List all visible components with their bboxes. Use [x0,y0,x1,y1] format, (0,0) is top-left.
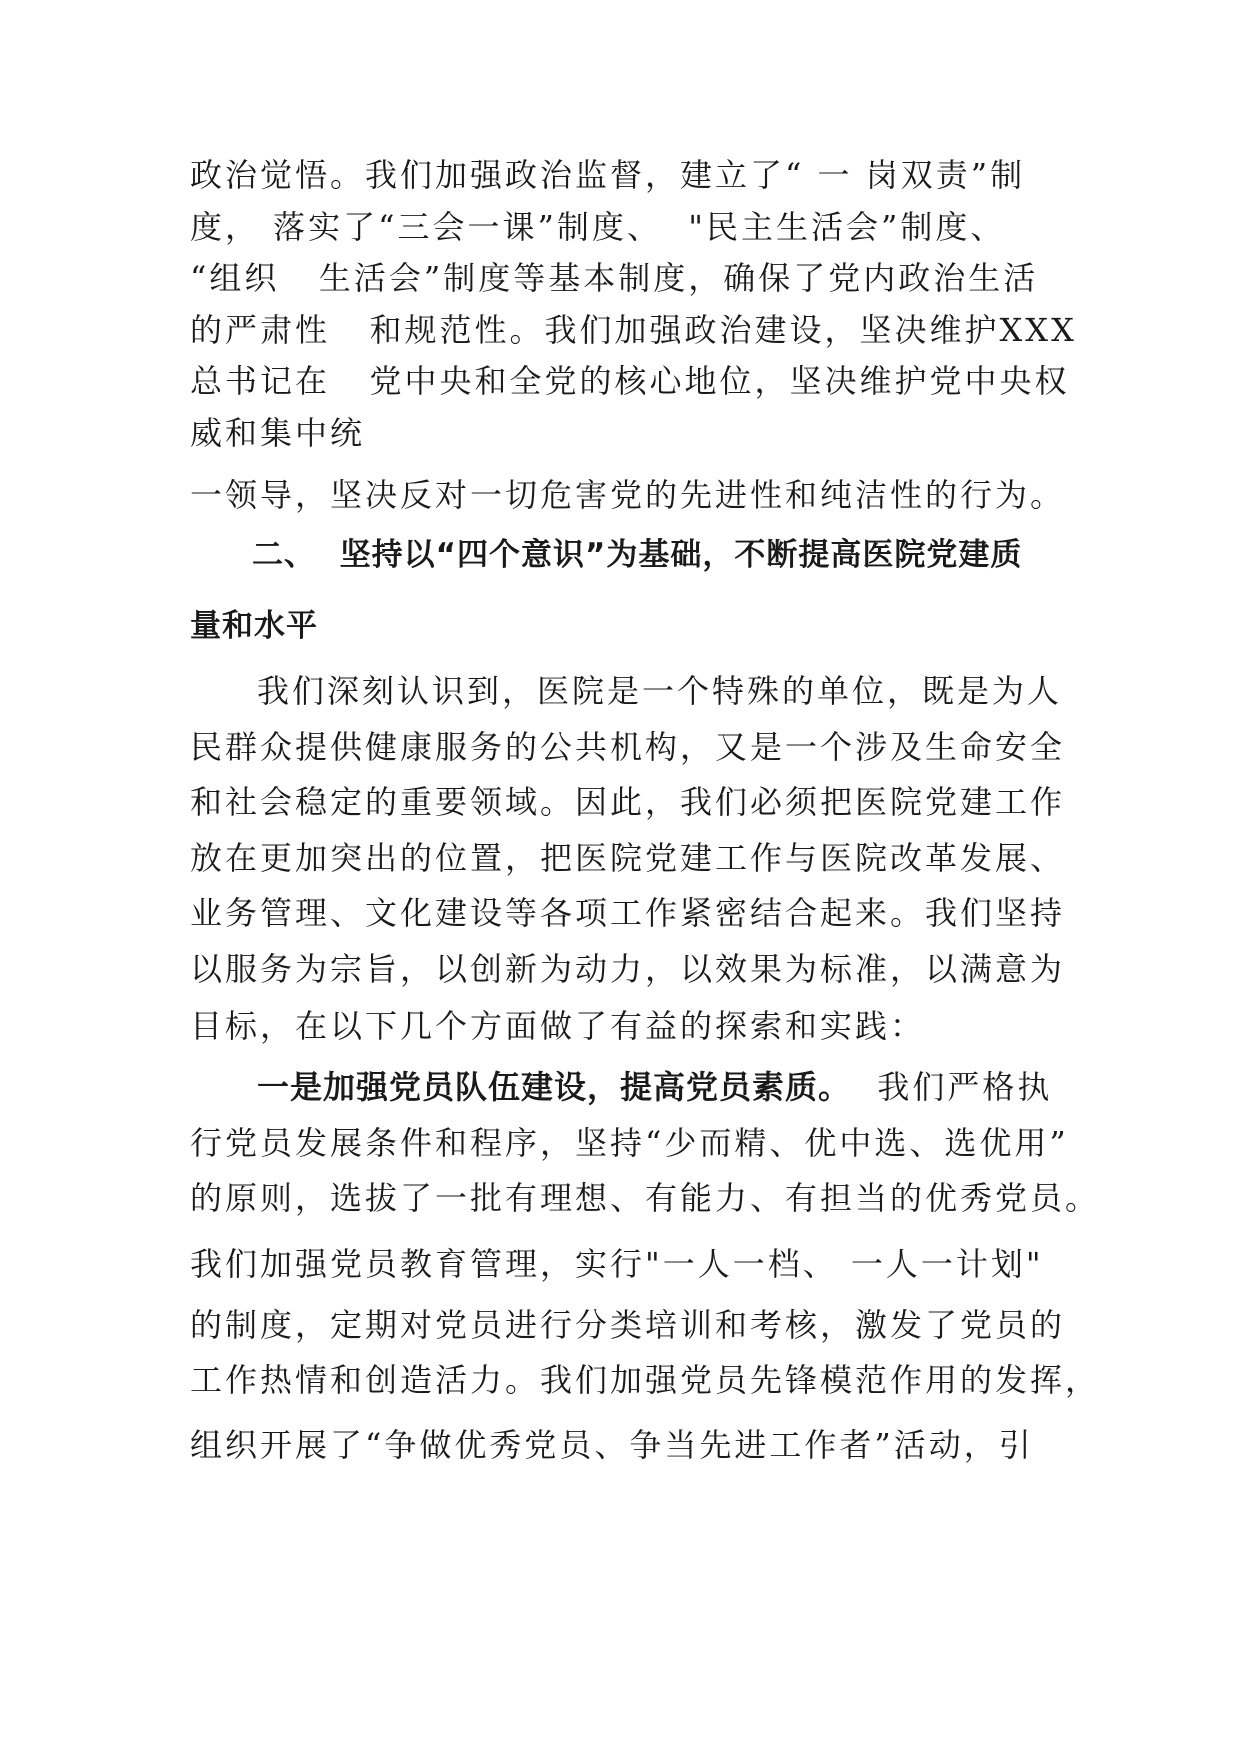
paragraph-line: 政治觉悟。我们加强政治监督，建立了“ 一 岗双责”制 [190,156,1026,194]
paragraph-line: 民群众提供健康服务的公共机构，又是一个涉及生命安全 [190,728,1066,766]
section-heading-line-1: 二、 坚持以“四个意识”为基础，不断提高医院党建质 [252,537,1023,573]
lead-item-heading: 一是加强党员队伍建设，提高党员素质。 [257,1068,852,1106]
paragraph-line: 的原则，选拔了一批有理想、有能力、有担当的优秀党员。 [190,1179,1101,1217]
paragraph-line: 的严肃性 和规范性。我们加强政治建设，坚决维护XXX [190,311,1077,349]
paragraph-line: 目标，在以下几个方面做了有益的探索和实践： [190,1007,926,1045]
paragraph-line: 业务管理、文化建设等各项工作紧密结合起来。我们坚持 [190,894,1066,932]
paragraph-line: 和社会稳定的重要领域。因此，我们必须把医院党建工作 [190,783,1066,821]
paragraph-line: 的制度，定期对党员进行分类培训和考核，激发了党员的 [190,1306,1066,1344]
paragraph-line: 度， 落实了“三会一课”制度、 "民主生活会”制度、 [190,208,1006,246]
paragraph-line: 威和集中统 [190,414,366,452]
paragraph-line: 一领导，坚决反对一切危害党的先进性和纯洁性的行为。 [190,476,1066,514]
lead-paragraph-line [257,1067,1052,1107]
paragraph-line: 以服务为宗旨，以创新为动力，以效果为标准，以满意为 [190,950,1066,988]
paragraph-line: 总书记在 党中央和全党的核心地位，坚决维护党中央权 [190,362,1070,400]
paragraph-line: 组织开展了“争做优秀党员、争当先进工作者”活动，引 [190,1426,1034,1464]
paragraph-line: 我们深刻认识到，医院是一个特殊的单位，既是为人 [257,672,1063,710]
paragraph-line: “组织 生活会”制度等基本制度，确保了党内政治生活 [190,259,1039,297]
paragraph-line: 工作热情和创造活力。我们加强党员先锋模范作用的发挥， [190,1361,1101,1399]
paragraph-line: 我们加强党员教育管理，实行"一人一档、 一人一计划" [190,1245,1044,1283]
paragraph-line: 放在更加突出的位置，把医院党建工作与医院改革发展、 [190,839,1066,877]
section-heading-line-2: 量和水平 [190,608,318,644]
paragraph-line: 行党员发展条件和程序，坚持“少而精、优中选、选优用” [190,1124,1069,1162]
lead-item-text: 我们严格执 [877,1068,1053,1106]
